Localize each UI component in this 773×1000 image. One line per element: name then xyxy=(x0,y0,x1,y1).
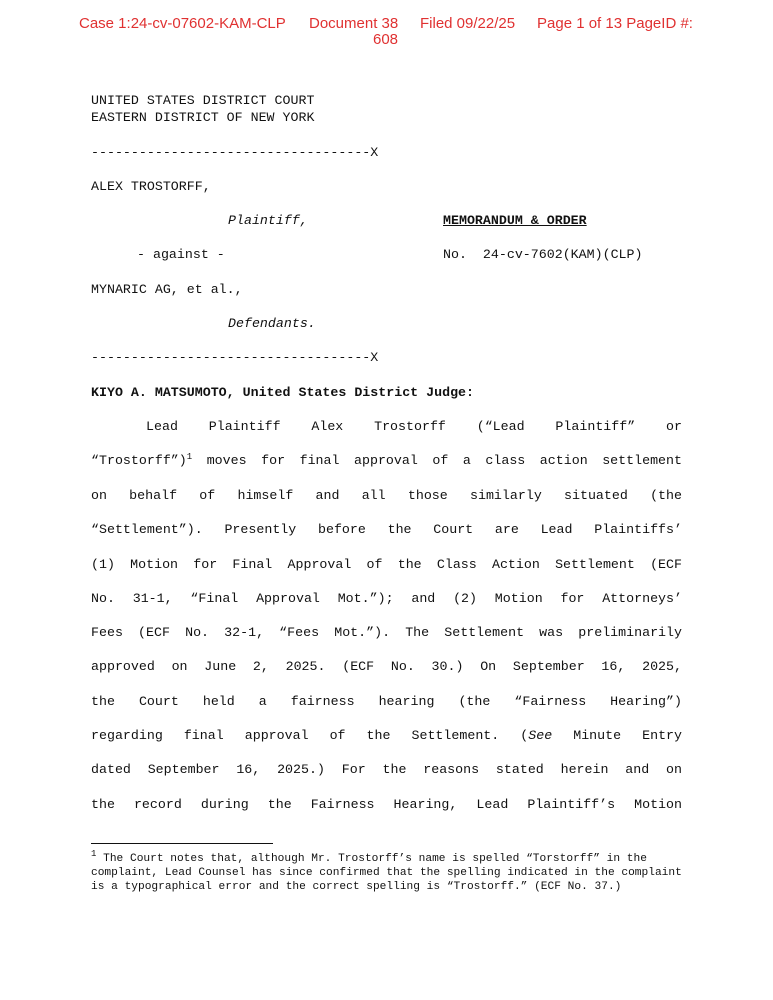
court-name-line2: EASTERN DISTRICT OF NEW YORK xyxy=(91,110,315,125)
document-title: MEMORANDUM & ORDER xyxy=(443,213,587,228)
defendant-name: MYNARIC AG, et al., xyxy=(91,282,243,297)
header-page-info: Page 1 of 13 PageID #: xyxy=(537,15,693,32)
body-line-3: on behalf of himself and all those similarly situated (the xyxy=(91,488,682,503)
versus-line: - against - xyxy=(137,247,225,262)
caption-divider-top: -----------------------------------X xyxy=(91,145,379,160)
body-line-4: “Settlement”). Presently before the Court are Lead Plaintiffs’ xyxy=(91,522,682,537)
defendant-role: Defendants. xyxy=(228,316,316,331)
footnote-reference[interactable]: 1 xyxy=(186,452,193,462)
body-line-8: approved on June 2, 2025. (ECF No. 30.) On September 16, 2025, xyxy=(91,659,682,674)
header-case-number: Case 1:24-cv-07602-KAM-CLP xyxy=(79,15,286,32)
body-line-11: dated September 16, 2025.) For the reasons stated herein and on xyxy=(91,762,682,777)
body-line-2-start: “Trostorff”) xyxy=(91,453,187,468)
footnote-text: The Court notes that, although Mr. Trostorff’s name is spelled “Torstorff” in the complaint, Lead Counsel has since confirmed that the spelling indicated in the complaint is a typographical error and the correct spelling is “Trostorff.” (ECF No. 37.) xyxy=(91,853,682,893)
header-pageid: 608 xyxy=(373,31,399,48)
body-line-2 xyxy=(91,452,682,469)
header-filed-date: Filed 09/22/25 xyxy=(420,15,516,32)
see-signal: See xyxy=(528,728,553,743)
plaintiff-name: ALEX TROSTORFF, xyxy=(91,179,211,194)
body-line-2-end: moves for final approval of a class action settlement xyxy=(192,453,682,468)
plaintiff-role: Plaintiff, xyxy=(228,213,308,228)
footnote-rule xyxy=(91,843,273,844)
body-line-10 xyxy=(91,727,682,744)
body-line-10-end: Minute Entry xyxy=(552,728,683,743)
court-name-line1: UNITED STATES DISTRICT COURT xyxy=(91,93,315,108)
body-line-7: Fees (ECF No. 32-1, “Fees Mot.”). The Settlement was preliminarily xyxy=(91,625,682,640)
body-line-5: (1) Motion for Final Approval of the Class Action Settlement (ECF xyxy=(91,557,682,572)
footnote-mark: 1 xyxy=(91,849,97,859)
case-number: No. 24-cv-7602(KAM)(CLP) xyxy=(443,247,643,262)
header-document-number: Document 38 xyxy=(309,15,399,32)
body-line-1: Lead Plaintiff Alex Trostorff (“Lead Plaintiff” or xyxy=(146,419,682,434)
judge-heading: KIYO A. MATSUMOTO, United States District Judge: xyxy=(91,385,475,400)
body-line-6: No. 31-1, “Final Approval Mot.”); and (2) Motion for Attorneys’ xyxy=(91,591,682,606)
body-line-12: the record during the Fairness Hearing, Lead Plaintiff’s Motion xyxy=(91,797,682,812)
body-line-9: the Court held a fairness hearing (the “Fairness Hearing”) xyxy=(91,694,682,709)
caption-divider-bottom: -----------------------------------X xyxy=(91,350,379,365)
body-line-10-start: regarding final approval of the Settlement. ( xyxy=(91,728,529,743)
footnote-1 xyxy=(91,849,682,894)
